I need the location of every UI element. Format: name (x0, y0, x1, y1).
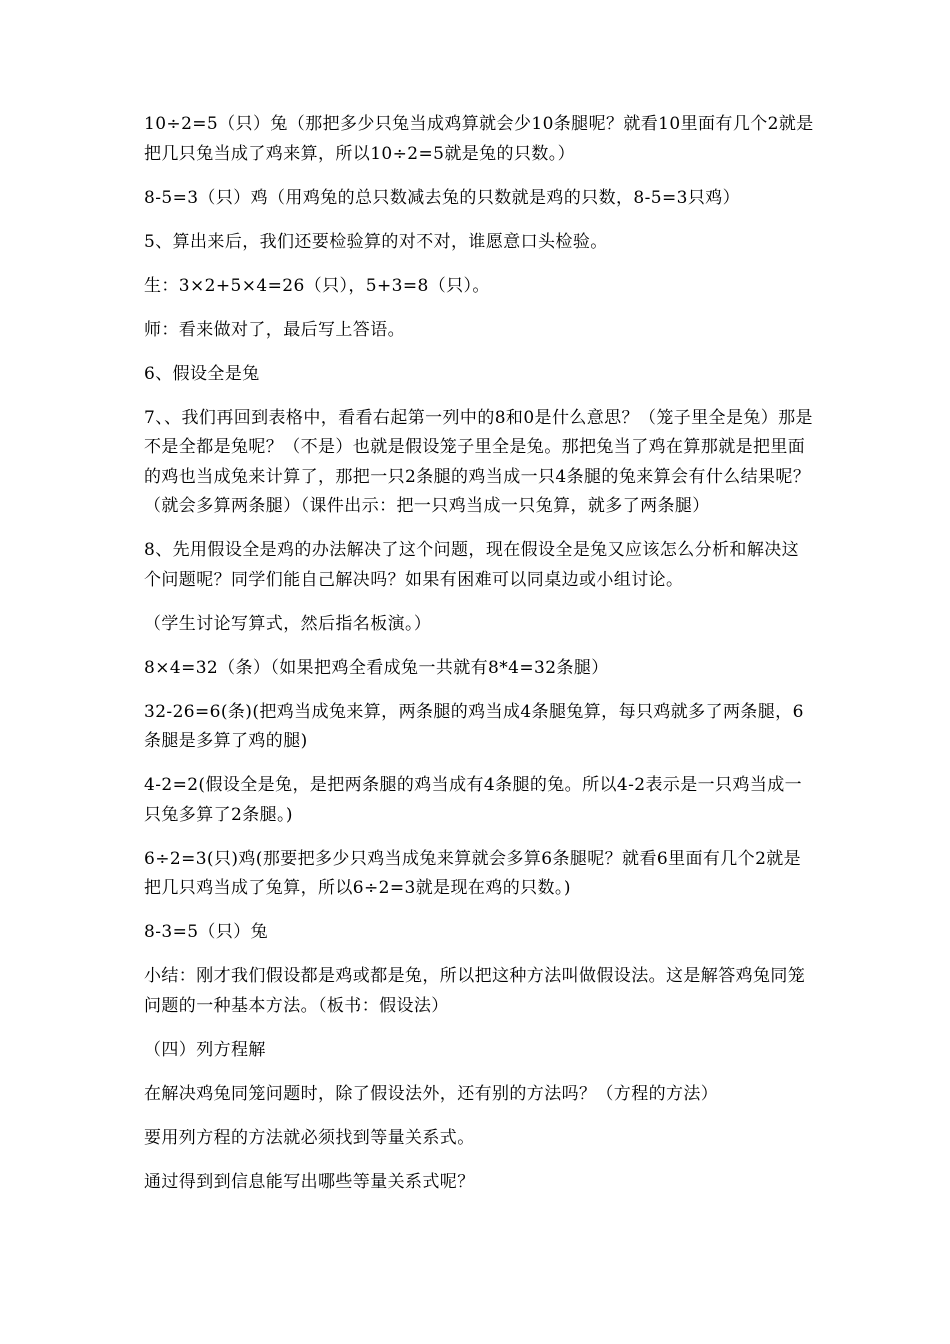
paragraph: 要用列方程的方法就必须找到等量关系式。 (144, 1127, 475, 1148)
paragraph: 10÷2=5（只）兔（那把多少只兔当成鸡算就会少10条腿呢？就看10里面有几个2就是把几只兔当成了鸡来算，所以10÷2=5就是兔的只数。） (144, 114, 814, 164)
paragraph: 32-26=6(条)(把鸡当成兔来算，两条腿的鸡当成4条腿兔算，每只鸡就多了两条腿，6条腿是多算了鸡的腿) (144, 701, 804, 751)
paragraph: 8、先用假设全是鸡的办法解决了这个问题，现在假设全是兔又应该怎么分析和解决这个问题呢？同学们能自己解决吗？如果有困难可以同桌边或小组讨论。 (144, 540, 800, 590)
paragraph: 师：看来做对了，最后写上答语。 (144, 319, 405, 340)
paragraph: （学生讨论写算式，然后指名板演。） (144, 613, 432, 634)
document-body (144, 110, 814, 1212)
paragraph: 8-5=3（只）鸡（用鸡兔的总只数减去兔的只数就是鸡的只数，8-5=3只鸡） (144, 187, 741, 208)
paragraph: 8×4=32（条）（如果把鸡全看成兔一共就有8*4=32条腿） (144, 657, 609, 678)
paragraph: 6÷2=3(只)鸡(那要把多少只鸡当成兔来算就会多算6条腿呢？就看6里面有几个2就是把几只鸡当成了兔算，所以6÷2=3就是现在鸡的只数。) (144, 848, 802, 898)
paragraph: 5、算出来后，我们还要检验算的对不对，谁愿意口头检验。 (144, 231, 608, 252)
paragraph: 在解决鸡兔同笼问题时，除了假设法外，还有别的方法吗？（方程的方法） (144, 1083, 719, 1104)
section-heading: （四）列方程解 (144, 1039, 266, 1060)
paragraph: 4-2=2(假设全是兔，是把两条腿的鸡当成有4条腿的兔。所以4-2表示是一只鸡当成一只兔多算了2条腿。) (144, 775, 803, 825)
paragraph: 通过得到到信息能写出哪些等量关系式呢？ (144, 1171, 475, 1192)
paragraph: 8-3=5（只）兔 (144, 922, 269, 942)
paragraph: 7、、我们再回到表格中，看看右起第一列中的8和0是什么意思？（笼子里全是兔）那是不是全都是兔呢？（不是）也就是假设笼子里全是兔。那把兔当了鸡在算那就是把里面的鸡也当成兔来计算了，那把一只2条腿的鸡当成一只4条腿的兔来算会有什么结果呢？（就会多算两条腿）（课件出示：把一只鸡当成一只兔算，就多了两条腿） (144, 407, 813, 516)
section-heading: 6、假设全是兔 (144, 363, 260, 384)
paragraph: 生：3×2+5×4=26（只），5+3=8（只）。 (144, 275, 490, 296)
paragraph: 小结：刚才我们假设都是鸡或都是兔，所以把这种方法叫做假设法。这是解答鸡兔同笼问题的一种基本方法。（板书：假设法） (144, 966, 806, 1016)
